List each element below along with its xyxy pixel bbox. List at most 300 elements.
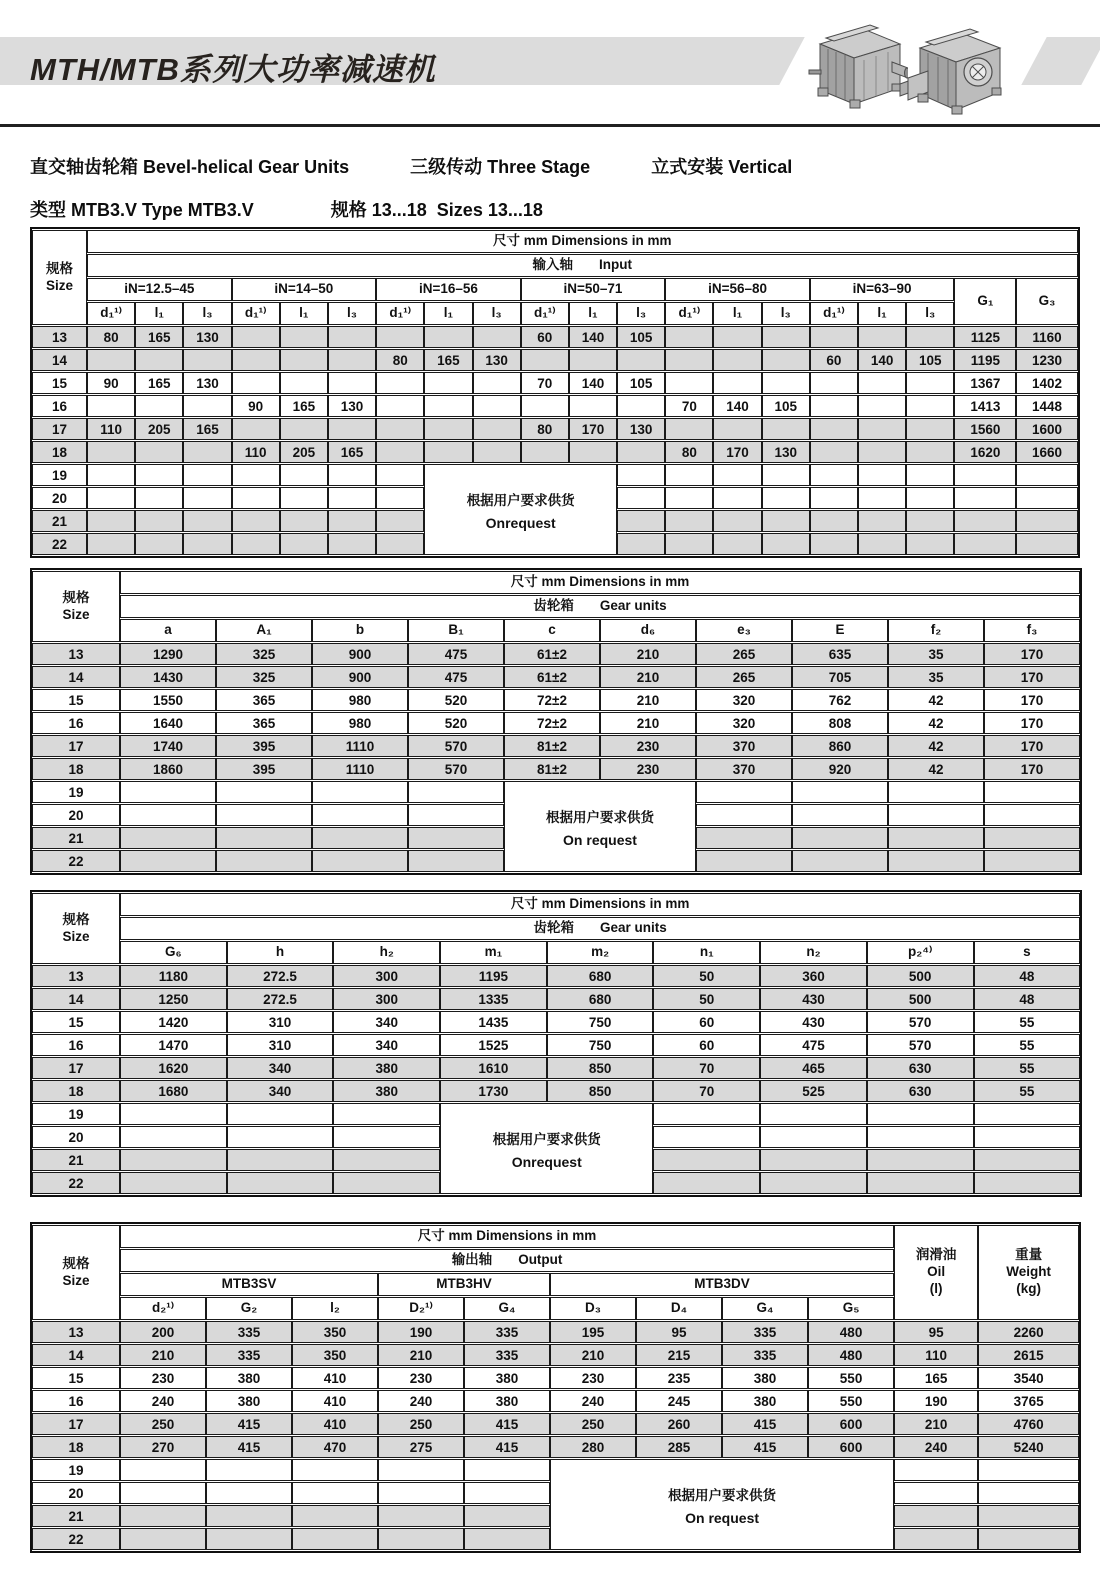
table-row (32, 758, 1080, 780)
table-cell (120, 1103, 227, 1125)
table-cell (617, 510, 665, 532)
table-cell: 90 (87, 372, 135, 394)
table-cell: 635 (792, 643, 888, 665)
table-cell: 380 (722, 1367, 808, 1389)
table-cell: 320 (696, 689, 792, 711)
table-cell: 270 (120, 1436, 206, 1458)
table-cell (232, 510, 280, 532)
size-cell: 21 (32, 1149, 120, 1171)
table-cell: 35 (888, 643, 984, 665)
table-cell (792, 804, 888, 826)
table-cell (974, 1103, 1081, 1125)
subtitle-cn: 类型 MTB3.V (30, 200, 138, 220)
table-cell (984, 804, 1080, 826)
gear-units-header (120, 595, 1080, 618)
axis-label-cn: 输出轴 (451, 1252, 493, 1268)
table-cell (424, 441, 472, 463)
col-header: p₂⁴⁾ (867, 941, 974, 964)
table-cell: 380 (206, 1390, 292, 1412)
table-cell (464, 1528, 550, 1550)
table-cell (713, 418, 761, 440)
on-request-en: On request (563, 831, 637, 848)
table-cell: 395 (216, 758, 312, 780)
col-header: G₂ (206, 1297, 292, 1320)
table-cell: 140 (858, 349, 906, 371)
table-row (32, 1034, 1080, 1056)
table-cell: 215 (636, 1344, 722, 1366)
size-cell: 19 (32, 1459, 120, 1481)
table-cell: 285 (636, 1436, 722, 1458)
table-cell (183, 510, 231, 532)
table-cell: 1860 (120, 758, 216, 780)
table-row (32, 464, 1078, 486)
table-cell (232, 349, 280, 371)
table-cell (333, 1149, 440, 1171)
table-cell (376, 395, 424, 417)
table-cell (376, 533, 424, 555)
table-row (32, 441, 1078, 463)
table-cell (292, 1459, 378, 1481)
table-cell (521, 441, 569, 463)
table-cell (617, 395, 665, 417)
col-header: e₃ (696, 619, 792, 642)
axis-label-cn: 齿轮箱 (533, 920, 575, 936)
weight-label-cn: 重量 (1015, 1247, 1043, 1263)
subcol-header: d₁¹⁾ (232, 302, 280, 325)
subcol-header: l₁ (280, 302, 328, 325)
subcol-header: l₁ (858, 302, 906, 325)
table-cell: 365 (216, 689, 312, 711)
table-cell (858, 372, 906, 394)
table-cell (713, 533, 761, 555)
table-cell: 42 (888, 758, 984, 780)
table-cell (1016, 487, 1077, 509)
table-cell: 680 (547, 965, 654, 987)
table-cell (135, 464, 183, 486)
table-cell: 105 (617, 372, 665, 394)
on-request-en: Onrequest (511, 1153, 582, 1170)
table-cell: 240 (120, 1390, 206, 1412)
table-cell: 48 (974, 965, 1081, 987)
table-cell (696, 850, 792, 872)
table-cell: 55 (974, 1011, 1081, 1033)
oil-label-en: Oil (927, 1264, 946, 1280)
table-cell (376, 326, 424, 348)
size-cell: 17 (32, 735, 120, 757)
table-cell: 170 (569, 418, 617, 440)
table-cell: 165 (183, 418, 231, 440)
size-column-header (32, 571, 120, 642)
subcol-header: d₁¹⁾ (376, 302, 424, 325)
size-cell: 19 (32, 464, 87, 486)
table-cell (810, 372, 858, 394)
table-cell (232, 372, 280, 394)
col-header: d₂¹⁾ (120, 1297, 206, 1320)
table-cell (760, 1149, 867, 1171)
table-cell: 105 (617, 326, 665, 348)
table-cell (183, 533, 231, 555)
table-cell (473, 326, 521, 348)
table-cell (120, 804, 216, 826)
table-cell: 60 (521, 326, 569, 348)
table-cell (424, 418, 472, 440)
table-cell: 200 (120, 1321, 206, 1343)
table-cell (888, 781, 984, 803)
table-cell (894, 1505, 978, 1527)
table-cell (792, 850, 888, 872)
subtitle-en: Vertical (728, 157, 793, 177)
table-cell (473, 372, 521, 394)
col-header: m₂ (547, 941, 654, 964)
table-cell: 1435 (440, 1011, 547, 1033)
table-cell (216, 850, 312, 872)
table-cell (665, 372, 713, 394)
col-header: c (504, 619, 600, 642)
page-title: MTH/MTB系列大功率减速机 (30, 52, 436, 87)
table-cell (858, 533, 906, 555)
table-cell (858, 326, 906, 348)
table-cell (464, 1505, 550, 1527)
table-cell: 140 (713, 395, 761, 417)
subtitle-line-2 (30, 196, 543, 222)
table-cell (328, 418, 376, 440)
table-cell: 105 (906, 349, 954, 371)
table-cell (858, 510, 906, 532)
table-cell: 250 (120, 1413, 206, 1435)
table-cell: 1195 (954, 349, 1016, 371)
table-cell: 380 (722, 1390, 808, 1412)
table-cell (87, 487, 135, 509)
table-cell (424, 372, 472, 394)
subtitle-en: Bevel-helical Gear Units (143, 157, 350, 177)
table-cell (760, 1126, 867, 1148)
table-cell: 1610 (440, 1057, 547, 1079)
input-shaft-table (30, 227, 1080, 558)
table-cell (378, 1482, 464, 1504)
table-cell (906, 372, 954, 394)
table-cell: 81±2 (504, 758, 600, 780)
subtitle-cn: 三级传动 (410, 157, 483, 177)
col-header: G₆ (120, 941, 227, 964)
table-cell: 410 (292, 1390, 378, 1412)
table-cell: 165 (424, 349, 472, 371)
table-cell: 2260 (978, 1321, 1079, 1343)
table-cell: 130 (473, 349, 521, 371)
gear-units-table-a (30, 568, 1082, 875)
size-column-header (32, 1225, 120, 1320)
table-cell (227, 1103, 334, 1125)
table-cell: 55 (974, 1034, 1081, 1056)
g3-column-header: G₃ (1016, 278, 1077, 325)
table-cell (888, 804, 984, 826)
table-cell: 72±2 (504, 712, 600, 734)
axis-label-en: Output (518, 1252, 563, 1268)
table-cell: 370 (696, 735, 792, 757)
table-cell (867, 1126, 974, 1148)
table-cell (954, 510, 1016, 532)
subtitle-en: Type MTB3.V (142, 200, 254, 220)
table-cell: 80 (665, 441, 713, 463)
table-cell (120, 850, 216, 872)
table-cell: 705 (792, 666, 888, 688)
table-cell: 600 (808, 1413, 894, 1435)
table-cell: 2615 (978, 1344, 1079, 1366)
table-cell (762, 533, 810, 555)
gear-units-table-b-body (32, 965, 1080, 1194)
table-cell: 245 (636, 1390, 722, 1412)
table-cell: 60 (653, 1034, 760, 1056)
table-cell (617, 464, 665, 486)
table-cell: 1620 (954, 441, 1016, 463)
table-cell: 48 (974, 988, 1081, 1010)
table-cell (653, 1172, 760, 1194)
axis-label-en: Input (599, 257, 633, 273)
table-cell: 95 (894, 1321, 978, 1343)
table-cell: 55 (974, 1080, 1081, 1102)
col-header: f₃ (984, 619, 1080, 642)
table-cell (906, 326, 954, 348)
subcol-header: l₁ (135, 302, 183, 325)
table-cell: 630 (867, 1057, 974, 1079)
table-cell: 310 (227, 1034, 334, 1056)
table-cell: 80 (87, 326, 135, 348)
table-row (32, 1344, 1079, 1366)
table-cell: 380 (464, 1367, 550, 1389)
table-cell: 210 (600, 689, 696, 711)
table-cell (888, 827, 984, 849)
table-cell: 130 (183, 372, 231, 394)
table-cell: 1560 (954, 418, 1016, 440)
table-cell: 980 (312, 712, 408, 734)
table-cell: 1125 (954, 326, 1016, 348)
table-cell (312, 781, 408, 803)
table-cell: 1110 (312, 735, 408, 757)
table-cell (120, 1482, 206, 1504)
table-cell (227, 1149, 334, 1171)
size-cell: 15 (32, 1011, 120, 1033)
table-cell (858, 464, 906, 486)
table-cell: 240 (378, 1390, 464, 1412)
table-cell: 61±2 (504, 666, 600, 688)
gearbox-image-left (808, 20, 908, 114)
table-cell: 205 (280, 441, 328, 463)
table-cell (464, 1482, 550, 1504)
size-cell: 18 (32, 441, 87, 463)
table-cell (867, 1172, 974, 1194)
table-cell (206, 1505, 292, 1527)
on-request-cn: 根据用户要求供货 (492, 1131, 601, 1147)
table-cell: 61±2 (504, 643, 600, 665)
table-cell: 140 (569, 326, 617, 348)
col-header: E (792, 619, 888, 642)
gear-units-table-a-body (32, 643, 1080, 872)
size-cell: 22 (32, 533, 87, 555)
weight-label-en: Weight (1006, 1264, 1051, 1280)
table-cell (292, 1482, 378, 1504)
table-cell: 280 (550, 1436, 636, 1458)
col-header: l₂ (292, 1297, 378, 1320)
table-cell (906, 464, 954, 486)
table-cell: 265 (696, 643, 792, 665)
table-cell (858, 487, 906, 509)
size-cell: 22 (32, 1172, 120, 1194)
table-cell (408, 827, 504, 849)
table-cell: 1160 (1016, 326, 1077, 348)
table-cell (280, 487, 328, 509)
table-cell (858, 418, 906, 440)
table-cell (135, 510, 183, 532)
table-cell: 210 (120, 1344, 206, 1366)
table-cell: 1740 (120, 735, 216, 757)
size-cell: 15 (32, 1367, 120, 1389)
table-cell: 570 (408, 735, 504, 757)
table-cell: 55 (974, 1057, 1081, 1079)
dimensions-header: 尺寸 mm Dimensions in mm (120, 1225, 894, 1248)
table-cell (906, 533, 954, 555)
table-cell: 500 (867, 965, 974, 987)
col-header: h₂ (333, 941, 440, 964)
table-cell (376, 487, 424, 509)
table-cell (888, 850, 984, 872)
table-cell: 475 (760, 1034, 867, 1056)
table-cell: 1470 (120, 1034, 227, 1056)
size-cell: 13 (32, 965, 120, 987)
on-request-cn: 根据用户要求供货 (546, 809, 654, 825)
table-cell (760, 1172, 867, 1194)
table-cell: 230 (600, 735, 696, 757)
table-cell (894, 1459, 978, 1481)
table-cell (894, 1528, 978, 1550)
ratio-group-header: iN=12.5–45 (87, 278, 232, 301)
table-cell (713, 349, 761, 371)
table-cell (974, 1149, 1081, 1171)
size-label-en: Size (45, 277, 73, 293)
table-cell: 170 (984, 689, 1080, 711)
table-cell: 475 (408, 643, 504, 665)
table-cell: 360 (760, 965, 867, 987)
model-group-header: MTB3SV (120, 1273, 378, 1296)
table-cell: 210 (378, 1344, 464, 1366)
table-cell: 110 (87, 418, 135, 440)
size-cell: 21 (32, 827, 120, 849)
size-cell: 15 (32, 689, 120, 711)
table-cell: 1600 (1016, 418, 1077, 440)
table-cell (232, 418, 280, 440)
table-cell: 1195 (440, 965, 547, 987)
table-cell: 70 (653, 1057, 760, 1079)
size-label-cn: 规格 (62, 911, 90, 927)
table-cell (762, 487, 810, 509)
table-cell (974, 1126, 1081, 1148)
table-cell (954, 464, 1016, 486)
col-header: G₄ (722, 1297, 808, 1320)
table-cell (183, 441, 231, 463)
table-cell (762, 372, 810, 394)
table-cell: 70 (665, 395, 713, 417)
table-cell (810, 510, 858, 532)
table-cell: 480 (808, 1344, 894, 1366)
table-cell: 980 (312, 689, 408, 711)
table-cell: 1660 (1016, 441, 1077, 463)
table-cell: 1250 (120, 988, 227, 1010)
table-cell: 5240 (978, 1436, 1079, 1458)
table-cell (227, 1172, 334, 1194)
table-cell (333, 1103, 440, 1125)
size-cell: 20 (32, 804, 120, 826)
subcol-header: l₃ (183, 302, 231, 325)
table-cell (665, 349, 713, 371)
table-cell: 35 (888, 666, 984, 688)
table-cell (978, 1505, 1079, 1527)
table-cell (227, 1126, 334, 1148)
table-cell (328, 464, 376, 486)
table-cell: 165 (135, 372, 183, 394)
on-request-note (424, 464, 617, 555)
dimensions-header: 尺寸 mm Dimensions in mm (120, 893, 1080, 916)
col-header: D₂¹⁾ (378, 1297, 464, 1320)
table-cell (978, 1482, 1079, 1504)
table-cell (713, 510, 761, 532)
table-cell: 340 (227, 1057, 334, 1079)
table-cell (617, 487, 665, 509)
weight-unit: (kg) (1016, 1280, 1041, 1296)
table-cell: 90 (232, 395, 280, 417)
table-cell: 130 (762, 441, 810, 463)
table-cell (87, 464, 135, 486)
table-cell (906, 395, 954, 417)
table-cell (713, 326, 761, 348)
table-cell: 475 (408, 666, 504, 688)
table-cell (87, 349, 135, 371)
table-cell: 300 (333, 988, 440, 1010)
table-cell: 1110 (312, 758, 408, 780)
table-cell: 190 (894, 1390, 978, 1412)
size-cell: 13 (32, 643, 120, 665)
table-cell: 42 (888, 689, 984, 711)
table-cell: 415 (464, 1436, 550, 1458)
table-cell (216, 781, 312, 803)
table-cell (867, 1149, 974, 1171)
table-cell: 60 (810, 349, 858, 371)
table-cell (328, 487, 376, 509)
subtitle-en: Sizes 13...18 (436, 200, 543, 220)
table-cell (653, 1126, 760, 1148)
table-cell: 1230 (1016, 349, 1077, 371)
table-cell: 190 (378, 1321, 464, 1343)
on-request-note (504, 781, 696, 872)
table-cell: 415 (206, 1436, 292, 1458)
ratio-group-header: iN=14–50 (232, 278, 377, 301)
subtitle-cn: 立式安装 (651, 157, 724, 177)
subcol-header: l₃ (617, 302, 665, 325)
col-header: B₁ (408, 619, 504, 642)
table-cell: 550 (808, 1367, 894, 1389)
subcol-header: l₃ (473, 302, 521, 325)
table-row (32, 735, 1080, 757)
table-cell: 335 (206, 1321, 292, 1343)
table-cell (120, 1505, 206, 1527)
ratio-group-header: iN=63–90 (810, 278, 955, 301)
table-row (32, 326, 1078, 348)
table-cell: 335 (464, 1344, 550, 1366)
table-cell (408, 804, 504, 826)
col-header: s (974, 941, 1081, 964)
table-cell (792, 781, 888, 803)
size-cell: 16 (32, 1390, 120, 1412)
table-cell (87, 510, 135, 532)
subtitle-en: Three Stage (487, 157, 591, 177)
table-cell (183, 487, 231, 509)
